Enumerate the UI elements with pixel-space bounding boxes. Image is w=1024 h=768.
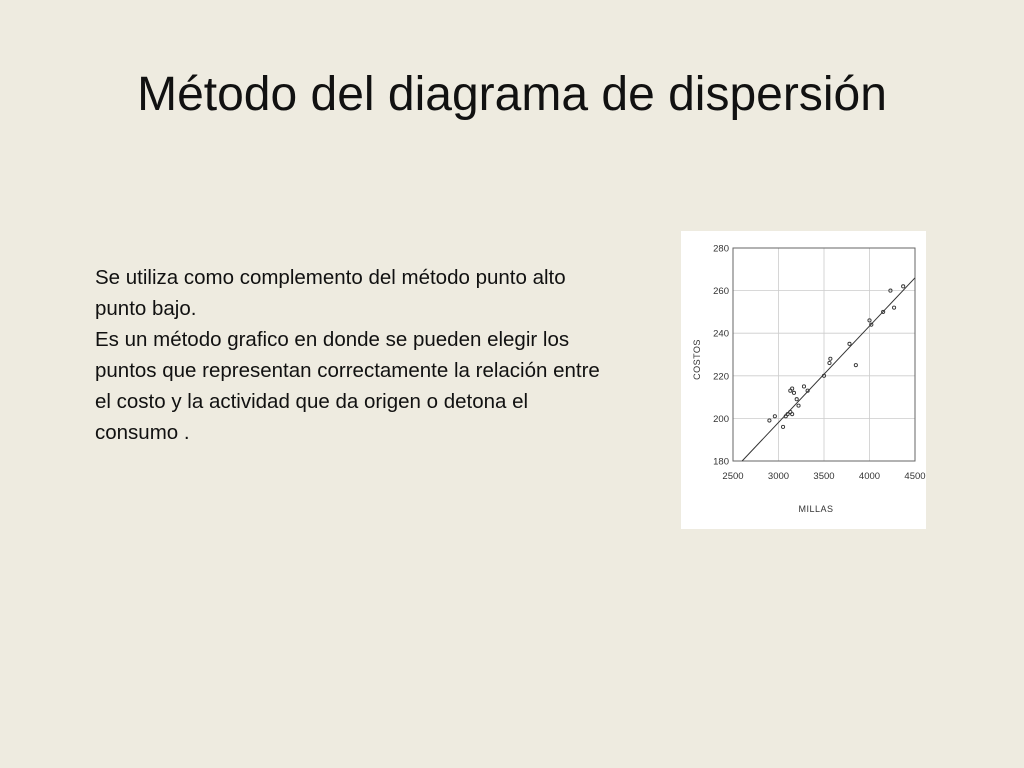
data-point (795, 398, 798, 401)
trend-line (742, 278, 915, 461)
x-tick-label: 3000 (767, 471, 790, 482)
data-point (791, 413, 794, 416)
x-tick-label: 4500 (904, 471, 926, 482)
data-point (892, 306, 895, 309)
data-point (781, 425, 784, 428)
data-point (791, 387, 794, 390)
data-point (902, 285, 905, 288)
data-point (792, 391, 795, 394)
data-point (854, 364, 857, 367)
data-point (797, 404, 800, 407)
y-tick-label: 220 (713, 371, 729, 383)
y-tick-labels (713, 244, 729, 468)
y-axis-title: COSTOS (692, 339, 702, 380)
body-text (95, 262, 615, 448)
scatter-chart (681, 231, 926, 529)
grid-layer (733, 248, 915, 461)
data-point (773, 415, 776, 418)
x-tick-label: 2500 (722, 471, 744, 482)
y-tick-label: 260 (713, 286, 729, 298)
x-tick-label: 4000 (858, 471, 881, 482)
paragraph-2: Es un método grafico en donde se pueden elegir los puntos que representan correctamente la relación entre el costo y la actividad que da origen o detona el consumo . (95, 328, 600, 444)
x-tick-label: 3500 (813, 471, 835, 482)
scatter-chart-svg (681, 231, 926, 529)
y-tick-label: 240 (713, 328, 729, 340)
y-tick-label: 280 (713, 243, 729, 255)
slide-title: Método del diagrama de dispersión (137, 68, 887, 121)
y-tick-label: 200 (713, 413, 729, 425)
points-layer (768, 285, 905, 429)
y-tick-label: 180 (713, 456, 729, 468)
x-axis-title: MILLAS (798, 504, 834, 514)
data-point (802, 385, 805, 388)
x-tick-labels (722, 471, 925, 482)
data-point (829, 357, 832, 360)
data-point (828, 361, 831, 364)
data-point (768, 419, 771, 422)
trend-layer (742, 278, 915, 461)
data-point (848, 342, 851, 345)
paragraph-1: Se utiliza como complemento del método punto alto punto bajo. (95, 266, 566, 320)
